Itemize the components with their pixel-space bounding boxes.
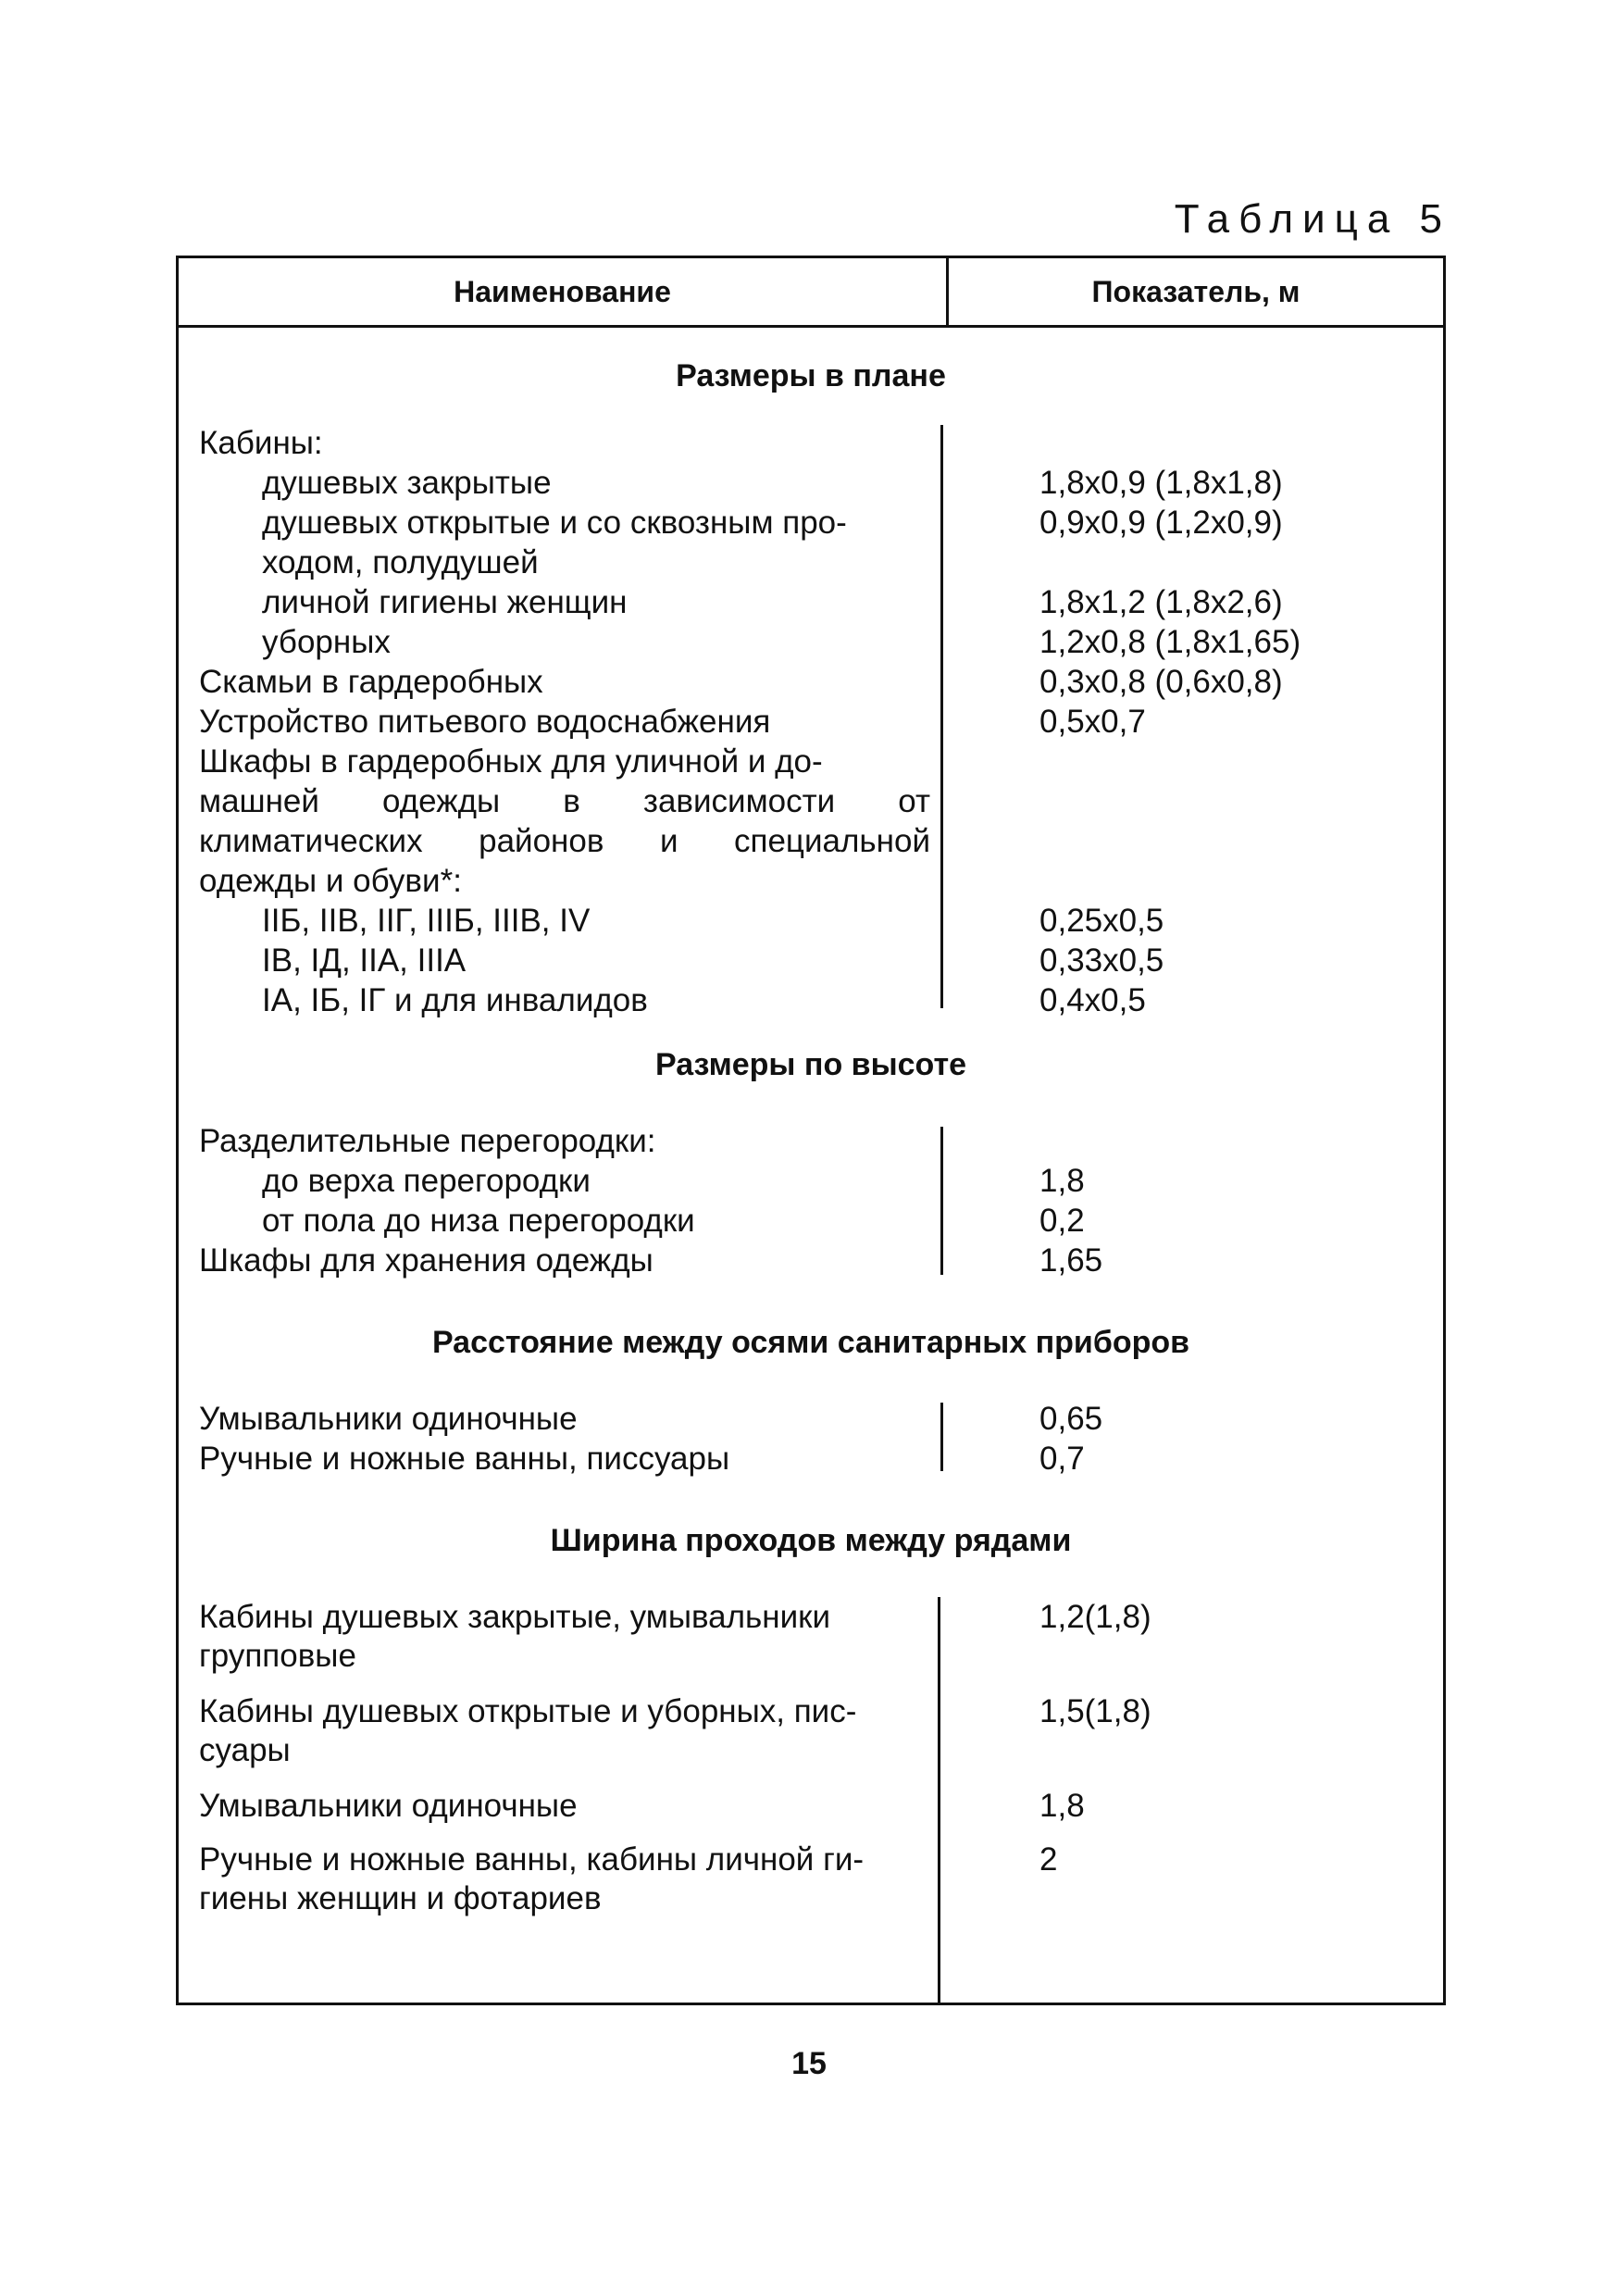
row-name: Ручные и ножные ванны, писсуары	[199, 1441, 730, 1477]
section-title: Ширина проходов между рядами	[550, 1523, 1072, 1558]
row-name: Шкафы в гардеробных для уличной и до-	[199, 743, 823, 780]
row-name: Кабины душевых закрытые, умывальники	[199, 1599, 831, 1635]
column-divider	[940, 1403, 943, 1471]
row-name: Скамьи в гардеробных	[199, 664, 543, 700]
row-value: 0,25х0,5	[1039, 903, 1164, 939]
row-name: уборных	[262, 624, 391, 660]
row-name: IВ, IД, IIА, IIIА	[262, 942, 467, 979]
row-name: климатических районов и специальной	[199, 823, 930, 859]
row-name: Разделительные перегородки:	[199, 1123, 656, 1159]
row-value: 1,5(1,8)	[1039, 1693, 1151, 1729]
row-name: Устройство питьевого водоснабжения	[199, 704, 771, 740]
table-header	[179, 258, 1443, 328]
section-title: Размеры по высоте	[655, 1047, 966, 1082]
row-name: IIБ, IIВ, IIГ, IIIБ, IIIВ, IV	[262, 903, 591, 939]
row-value: 0,33х0,5	[1039, 942, 1164, 979]
data-table	[176, 256, 1446, 2005]
row-value: 0,5х0,7	[1039, 704, 1146, 740]
row-value: 0,65	[1039, 1401, 1103, 1437]
row-name: душевых открытые и со сквозным про-	[262, 505, 847, 541]
column-divider	[940, 1127, 943, 1275]
row-name: от пола до низа перегородки	[262, 1203, 695, 1239]
header-value: Показатель, м	[1091, 275, 1301, 308]
row-value: 0,9х0,9 (1,2х0,9)	[1039, 505, 1283, 541]
row-name: Кабины:	[199, 425, 323, 461]
row-name: одежды и обуви*:	[199, 863, 462, 899]
row-value: 1,8х0,9 (1,8х1,8)	[1039, 465, 1283, 501]
row-value: 2	[1039, 1841, 1058, 1878]
row-value: 0,3х0,8 (0,6х0,8)	[1039, 664, 1283, 700]
row-name: Умывальники одиночные	[199, 1788, 578, 1824]
column-divider	[938, 1597, 940, 2005]
row-name: до верха перегородки	[262, 1163, 591, 1199]
row-name: IА, IБ, IГ и для инвалидов	[262, 982, 648, 1018]
row-value: 1,2х0,8 (1,8х1,65)	[1039, 624, 1301, 660]
row-value: 0,7	[1039, 1441, 1085, 1477]
row-value: 0,2	[1039, 1203, 1085, 1239]
row-name: ходом, полудушей	[262, 544, 539, 580]
row-name: личной гигиены женщин	[262, 584, 628, 620]
table-caption: Таблица 5	[1174, 196, 1451, 242]
row-name: Ручные и ножные ванны, кабины личной ги-	[199, 1841, 865, 1878]
section-title: Расстояние между осями санитарных приборов	[431, 1325, 1190, 1360]
row-name: Кабины душевых открытые и уборных, пис-	[199, 1693, 857, 1729]
section-title: Размеры в плане	[676, 358, 946, 393]
row-value: 1,65	[1039, 1242, 1103, 1279]
row-name: групповые	[199, 1638, 356, 1674]
row-name: суары	[199, 1732, 291, 1768]
row-value: 0,4х0,5	[1039, 982, 1146, 1018]
row-name: душевых закрытые	[262, 465, 552, 501]
row-name: Шкафы для хранения одежды	[199, 1242, 653, 1279]
row-name: машней одежды в зависимости от	[199, 783, 930, 819]
row-value: 1,2(1,8)	[1039, 1599, 1151, 1635]
column-divider	[940, 425, 943, 1008]
page-number: 15	[791, 2046, 827, 2081]
header-name: Наименование	[454, 275, 671, 308]
row-value: 1,8	[1039, 1788, 1085, 1824]
row-name: гиены женщин и фотариев	[199, 1880, 602, 1916]
row-name: Умывальники одиночные	[199, 1401, 578, 1437]
row-value: 1,8х1,2 (1,8х2,6)	[1039, 584, 1283, 620]
row-value: 1,8	[1039, 1163, 1085, 1199]
